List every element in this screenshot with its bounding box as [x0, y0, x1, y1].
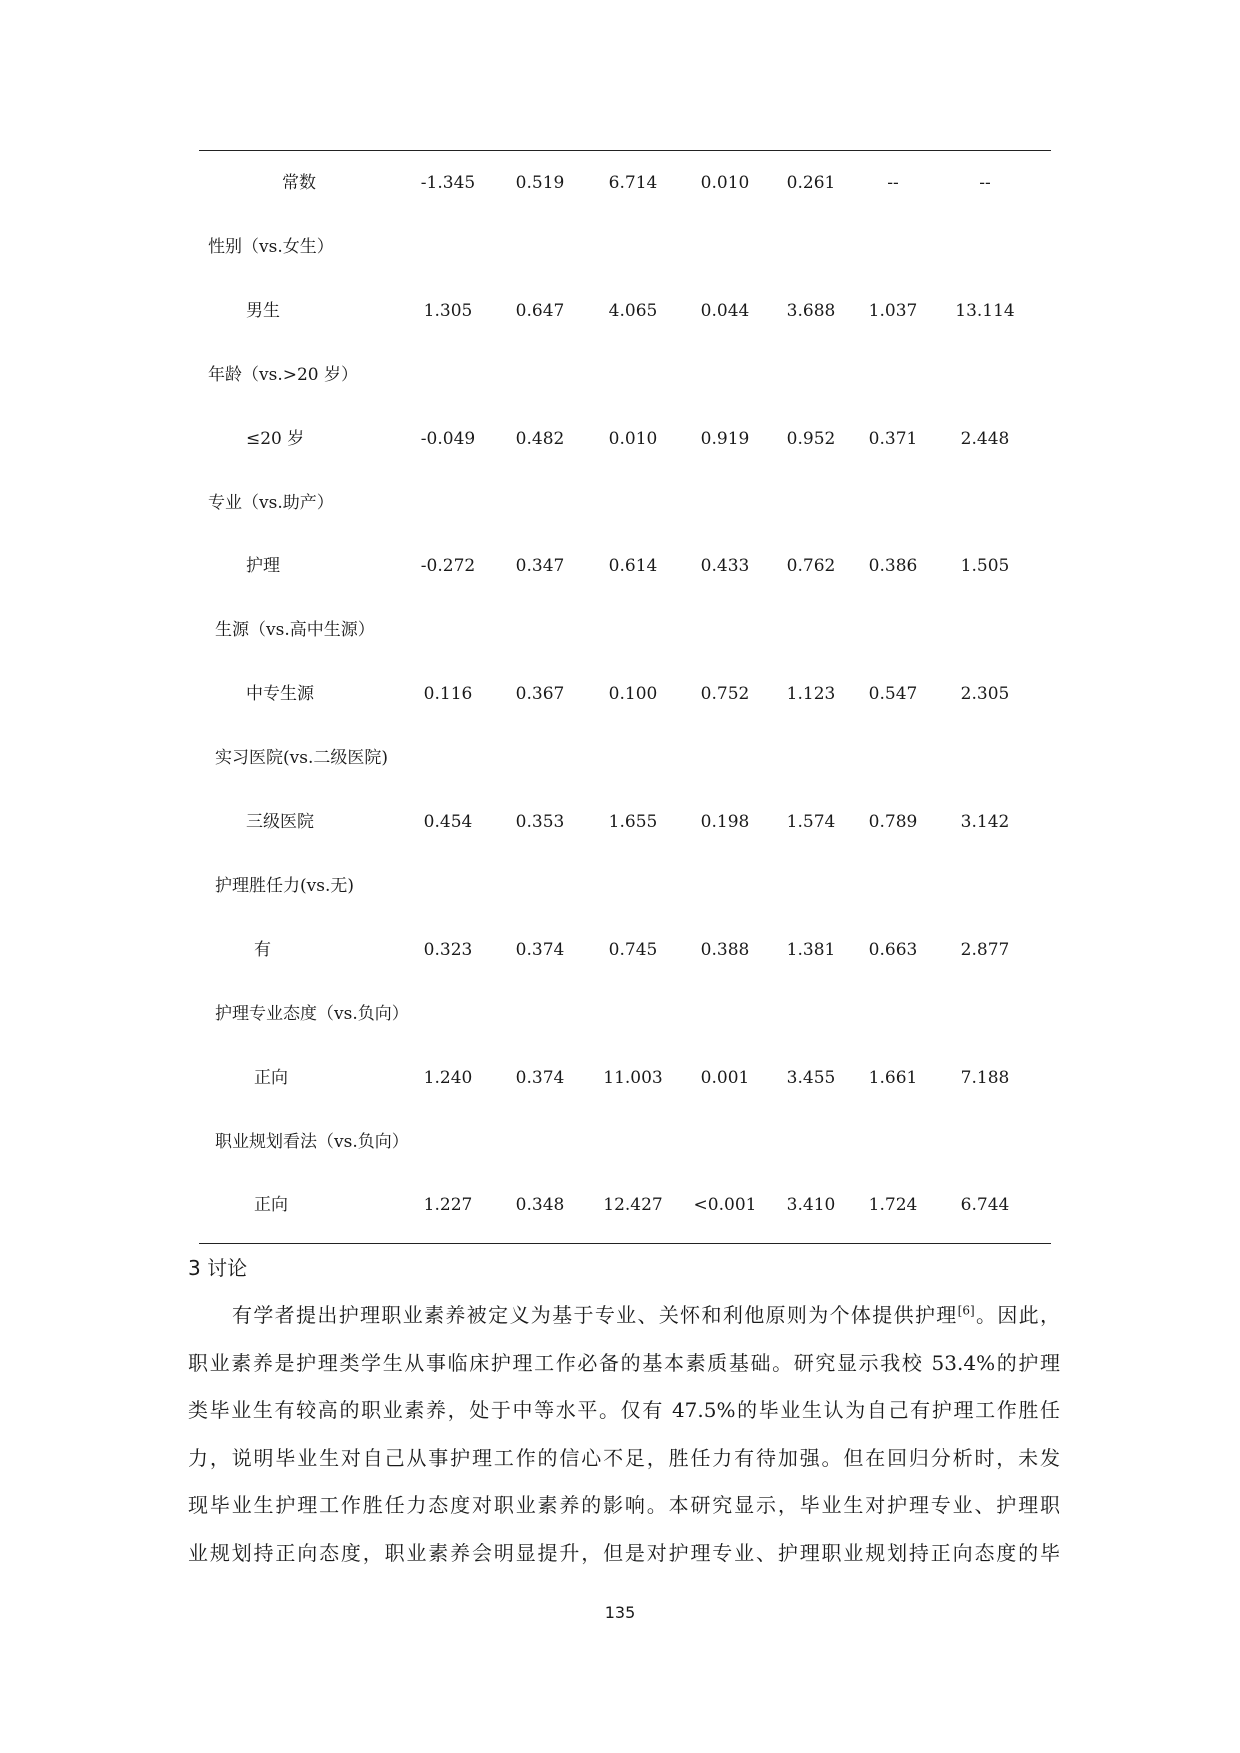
- line-text: 现毕业生护理工作胜任力态度对职业素养的影响。本研究显示，毕业生对护理专业、护理职: [188, 1493, 1060, 1518]
- table-cell: 3.688: [786, 300, 836, 321]
- table-cell: -0.049: [420, 428, 476, 449]
- table-cell: 11.003: [603, 1067, 663, 1088]
- line-text: 力，说明毕业生对自己从事护理工作的信心不足，胜任力有待加强。但在回归分析时，未发: [188, 1445, 1060, 1470]
- table-cell: 1.123: [786, 684, 836, 705]
- table-cell: 0.482: [515, 428, 565, 449]
- table-cell: 0.010: [700, 173, 750, 193]
- line-text: 职业素养是护理类学生从事临床护理工作必备的基本素质基础。研究显示我校 53.4%的护理: [188, 1350, 1060, 1375]
- table-cell: 0.367: [515, 684, 565, 705]
- row-label: 正向: [254, 1067, 288, 1088]
- table-cell: 12.427: [603, 1195, 663, 1216]
- row-label: 护理专业态度（vs.负向）: [215, 1003, 409, 1024]
- table-group-row: [0, 613, 1240, 647]
- table-cell: 0.789: [868, 812, 918, 832]
- line-text: 业规划持正向态度，职业素养会明显提升，但是对护理专业、护理职业规划持正向态度的毕: [188, 1541, 1060, 1565]
- table-cell: 0.762: [786, 556, 836, 577]
- table-cell: 0.371: [868, 428, 918, 449]
- table-cell: 1.661: [868, 1067, 918, 1088]
- table-cell: 0.347: [515, 556, 565, 577]
- table-group-row: [0, 230, 1240, 264]
- table-cell: 0.116: [423, 684, 473, 705]
- line-text-tail: 。因此，: [974, 1303, 1061, 1327]
- table-cell: 4.065: [608, 300, 658, 321]
- row-label: 护理: [246, 556, 280, 577]
- table-cell: 1.037: [868, 300, 918, 321]
- table-row: [0, 294, 1240, 328]
- table-cell: 2.305: [960, 684, 1010, 705]
- table-cell: 0.198: [700, 812, 750, 832]
- table-row: [0, 677, 1240, 711]
- page-number: 135: [604, 1603, 636, 1622]
- table-cell: 0.374: [515, 939, 565, 960]
- table-cell: 7.188: [960, 1067, 1010, 1088]
- table-cell: 1.655: [608, 812, 658, 832]
- table-cell: 0.919: [700, 428, 750, 449]
- row-label: 护理胜任力(vs.无): [215, 875, 354, 896]
- table-row: [0, 805, 1240, 839]
- table-cell: 0.454: [423, 812, 473, 832]
- row-label: 年龄（vs.>20 岁）: [208, 364, 359, 385]
- table-cell: 0.323: [423, 939, 473, 960]
- table-cell: <0.001: [693, 1195, 757, 1216]
- table-cell: 0.388: [700, 939, 750, 960]
- table-cell: 1.381: [786, 939, 836, 960]
- table-cell: 0.752: [700, 684, 750, 705]
- row-label: 生源（vs.高中生源）: [215, 620, 375, 641]
- paragraph-line: [188, 1535, 1060, 1571]
- table-cell: 1.724: [868, 1195, 918, 1216]
- table-cell: 1.240: [423, 1067, 473, 1088]
- line-text: 有学者提出护理职业素养被定义为基于专业、关怀和利他原则为个体提供护理: [232, 1303, 958, 1327]
- row-label: 三级医院: [246, 812, 314, 832]
- paragraph-line: [188, 1487, 1060, 1523]
- table-cell: 13.114: [955, 300, 1015, 321]
- section-heading: 3 讨论: [188, 1256, 248, 1280]
- table-cell: 0.001: [700, 1067, 750, 1088]
- table-cell: -0.272: [420, 556, 476, 577]
- table-cell: 6.744: [960, 1195, 1010, 1216]
- row-label: 实习医院(vs.二级医院): [215, 748, 388, 769]
- table-row: [0, 1188, 1240, 1222]
- table-cell: 0.433: [700, 556, 750, 577]
- table-cell: 0.010: [608, 428, 658, 449]
- paragraph-line: [232, 1297, 1060, 1333]
- row-label: 常数: [282, 173, 316, 193]
- row-label: 中专生源: [246, 684, 314, 705]
- row-label: 专业（vs.助产）: [208, 492, 334, 513]
- table-cell: 1.574: [786, 812, 836, 832]
- table-cell: 0.044: [700, 300, 750, 321]
- table-cell: --: [887, 173, 899, 193]
- row-label: 有: [254, 939, 271, 960]
- table-cell: 0.647: [515, 300, 565, 321]
- table-cell: 0.348: [515, 1195, 565, 1216]
- table-cell: 0.386: [868, 556, 918, 577]
- table-group-row: [0, 1125, 1240, 1159]
- table-cell: 2.877: [960, 939, 1010, 960]
- table-cell: 6.714: [608, 173, 658, 193]
- table-cell: --: [979, 173, 991, 193]
- table-cell: 0.745: [608, 939, 658, 960]
- line-text: 类毕业生有较高的职业素养，处于中等水平。仅有 47.5%的毕业生认为自己有护理工作胜任: [188, 1398, 1060, 1423]
- paragraph-line: [188, 1440, 1060, 1476]
- table-cell: 0.663: [868, 939, 918, 960]
- table-group-row: [0, 358, 1240, 392]
- table-row: [0, 422, 1240, 456]
- paragraph-line: [188, 1392, 1060, 1428]
- table-cell: 1.227: [423, 1195, 473, 1216]
- table-bottom-rule: [199, 1243, 1051, 1244]
- row-label: 职业规划看法（vs.负向）: [215, 1131, 409, 1152]
- table-row: [0, 549, 1240, 583]
- table-row: [0, 166, 1240, 200]
- table-cell: 3.455: [786, 1067, 836, 1088]
- table-cell: 2.448: [960, 428, 1010, 449]
- table-row: [0, 1061, 1240, 1095]
- table-cell: 1.305: [423, 300, 473, 321]
- table-cell: 0.519: [515, 173, 565, 193]
- table-cell: 0.952: [786, 428, 836, 449]
- row-label: ≤20 岁: [246, 428, 305, 449]
- table-group-row: [0, 741, 1240, 775]
- table-row: [0, 933, 1240, 967]
- table-top-rule: [199, 150, 1051, 151]
- row-label: 正向: [254, 1195, 288, 1216]
- table-cell: 1.505: [960, 556, 1010, 577]
- table-cell: 0.614: [608, 556, 658, 577]
- table-cell: 3.142: [960, 812, 1010, 832]
- table-cell: 0.261: [786, 173, 836, 193]
- table-cell: 0.100: [608, 684, 658, 705]
- paragraph-line: [188, 1345, 1060, 1381]
- row-label: 性别（vs.女生）: [208, 236, 334, 257]
- row-label: 男生: [246, 300, 280, 321]
- table-cell: -1.345: [420, 173, 476, 193]
- table-group-row: [0, 869, 1240, 903]
- table-group-row: [0, 486, 1240, 520]
- table-cell: 0.374: [515, 1067, 565, 1088]
- table-group-row: [0, 997, 1240, 1031]
- table-cell: 3.410: [786, 1195, 836, 1216]
- table-cell: 0.547: [868, 684, 918, 705]
- citation-ref: [6]: [957, 1303, 975, 1318]
- table-cell: 0.353: [515, 812, 565, 832]
